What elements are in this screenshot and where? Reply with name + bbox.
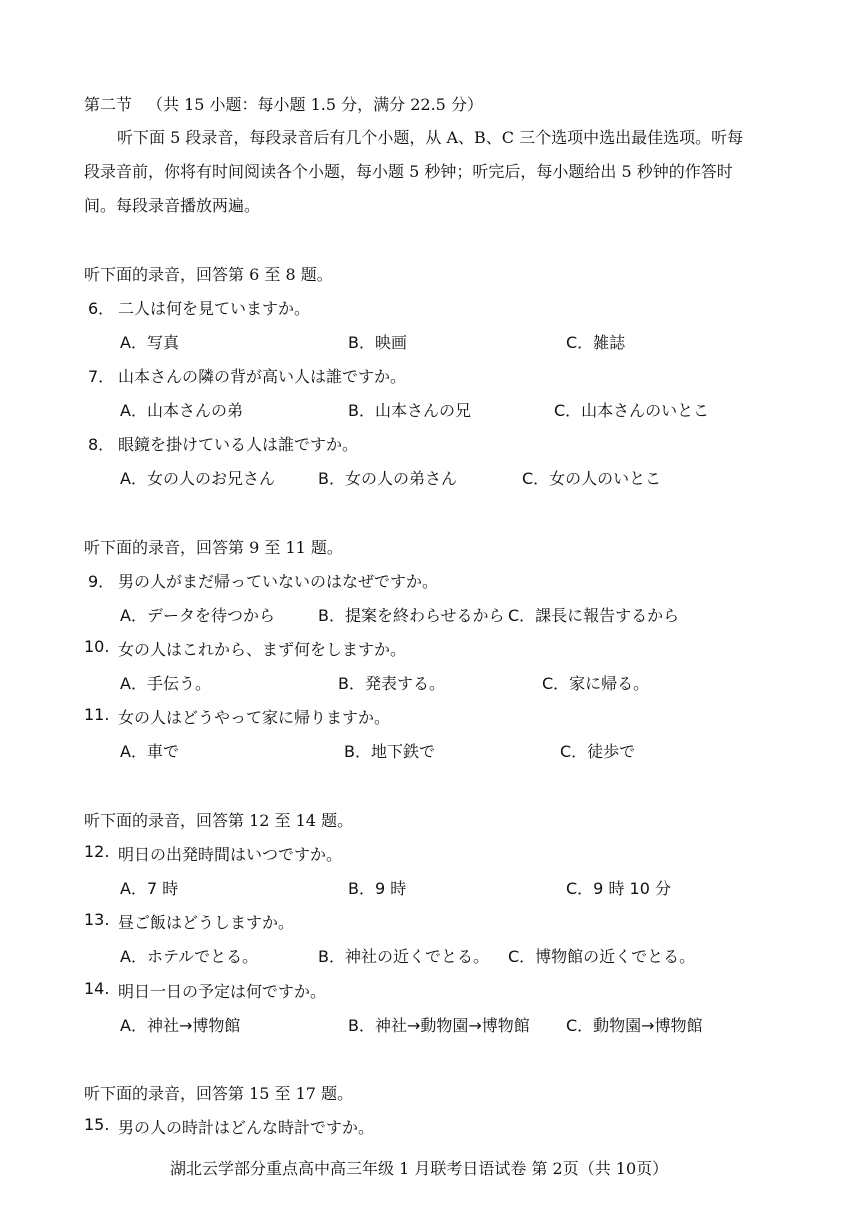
- option-b: B．映画: [348, 333, 407, 352]
- option-c: C．雑誌: [566, 333, 626, 352]
- question-number: 8．: [88, 435, 115, 454]
- instruction-line: 听下面 5 段录音，每段录音后有几个小题，从 A、B、C 三个选项中选出最佳选项。听每: [117, 128, 744, 147]
- section-title: 第二节: [84, 95, 133, 114]
- option-a: A．ホテルでとる。: [120, 947, 259, 966]
- option-a: A．女の人のお兄さん: [120, 469, 275, 488]
- option-b: B．女の人の弟さん: [318, 469, 457, 488]
- option-c: C．博物館の近くでとる。: [508, 947, 696, 966]
- option-c: C．山本さんのいとこ: [554, 401, 710, 420]
- option-a: A．山本さんの弟: [120, 401, 243, 420]
- question-number: 7．: [88, 367, 115, 386]
- group-header: 听下面的录音，回答第 15 至 17 题。: [84, 1084, 354, 1103]
- question-number: 11.: [84, 705, 110, 724]
- option-b: B．発表する。: [338, 674, 445, 693]
- option-a: A．神社→博物館: [120, 1016, 241, 1035]
- option-a: A．7 時: [120, 879, 179, 898]
- page-footer: 湖北云学部分重点高中高三年级 1 月联考日语试卷 第 2页（共 10页）: [170, 1159, 669, 1178]
- question-text: 二人は何を見ていますか。: [118, 299, 311, 318]
- option-c: C．課長に報告するから: [508, 606, 680, 625]
- question-text: 女の人はこれから、まず何をしますか。: [118, 640, 407, 659]
- option-c: C．女の人のいとこ: [522, 469, 662, 488]
- option-c: C．9 時 10 分: [566, 879, 671, 898]
- question-text: 女の人はどうやって家に帰りますか。: [118, 708, 391, 727]
- group-header: 听下面的录音，回答第 12 至 14 题。: [84, 811, 354, 830]
- option-b: B．提案を終わらせるから: [318, 606, 505, 625]
- question-text: 山本さんの隣の背が高い人は誰ですか。: [118, 367, 407, 386]
- instruction-line: 间。每段录音播放两遍。: [84, 196, 261, 215]
- group-header: 听下面的录音，回答第 9 至 11 题。: [84, 538, 343, 557]
- option-b: B．地下鉄で: [344, 742, 435, 761]
- question-number: 9．: [88, 572, 115, 591]
- instruction-line: 段录音前，你将有时间阅读各个小题，每小题 5 秒钟；听完后，每小题给出 5 秒钟的作答时: [84, 162, 733, 181]
- section-scoring-note: （共 15 小题：每小题 1.5 分，满分 22.5 分）: [147, 95, 483, 114]
- question-number: 12.: [84, 842, 110, 861]
- question-text: 明日一日の予定は何ですか。: [118, 982, 327, 1001]
- option-b: B．神社→動物園→博物館: [348, 1016, 530, 1035]
- option-b: B．山本さんの兄: [348, 401, 471, 420]
- question-text: 男の人がまだ帰っていないのはなぜですか。: [118, 572, 439, 591]
- question-text: 眼鏡を掛けている人は誰ですか。: [118, 435, 359, 454]
- question-number: 6．: [88, 299, 115, 318]
- option-b: B．9 時: [348, 879, 407, 898]
- question-number: 10.: [84, 637, 110, 656]
- question-number: 14.: [84, 979, 110, 998]
- option-c: C．徒歩で: [560, 742, 636, 761]
- option-a: A．手伝う。: [120, 674, 211, 693]
- option-a: A．写真: [120, 333, 179, 352]
- question-number: 15.: [84, 1115, 110, 1134]
- question-text: 昼ご飯はどうしますか。: [118, 913, 295, 932]
- group-header: 听下面的录音，回答第 6 至 8 题。: [84, 265, 333, 284]
- option-c: C．動物園→博物館: [566, 1016, 703, 1035]
- question-number: 13.: [84, 910, 110, 929]
- question-text: 男の人の時計はどんな時計ですか。: [118, 1118, 375, 1137]
- option-b: B．神社の近くでとる。: [318, 947, 489, 966]
- question-text: 明日の出発時間はいつですか。: [118, 845, 343, 864]
- option-a: A．データを待つから: [120, 606, 275, 625]
- option-a: A．車で: [120, 742, 179, 761]
- option-c: C．家に帰る。: [542, 674, 650, 693]
